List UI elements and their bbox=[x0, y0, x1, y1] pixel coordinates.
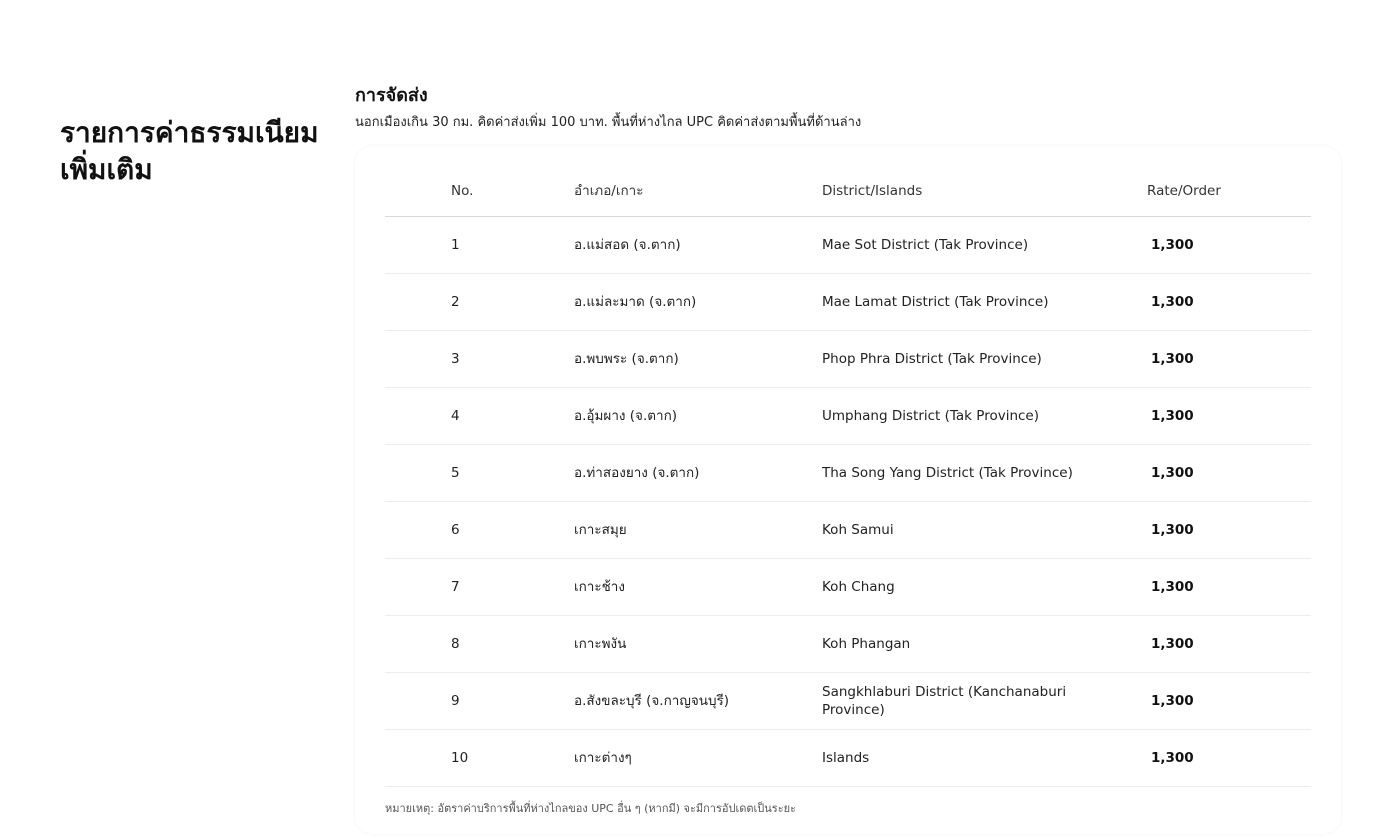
row-rate: 1,300 bbox=[1151, 408, 1194, 424]
row-thai-district: เกาะสมุย bbox=[574, 522, 627, 538]
row-rate: 1,300 bbox=[1151, 579, 1194, 595]
row-number: 7 bbox=[451, 579, 460, 595]
row-number: 10 bbox=[451, 750, 469, 766]
row-thai-district: อ.แม่สอด (จ.ตาก) bbox=[574, 237, 681, 253]
row-rate: 1,300 bbox=[1151, 237, 1194, 253]
table-row bbox=[385, 217, 1311, 274]
row-english-district: Koh Samui bbox=[822, 522, 894, 538]
row-number: 3 bbox=[451, 351, 460, 367]
row-number: 9 bbox=[451, 693, 460, 709]
row-english-district: Koh Chang bbox=[822, 579, 895, 595]
row-rate: 1,300 bbox=[1151, 636, 1194, 652]
table-header bbox=[385, 166, 1311, 217]
row-number: 8 bbox=[451, 636, 460, 652]
footnote: หมายเหตุ: อัตราค่าบริการพื้นที่ห่างไกลของ UPC อื่น ๆ (หากมี) จะมีการอัปเดตเป็นระยะ bbox=[385, 802, 796, 815]
row-english-district: Koh Phangan bbox=[822, 636, 911, 652]
row-english-district: Mae Sot District (Tak Province) bbox=[822, 237, 1029, 253]
table-row bbox=[385, 274, 1311, 331]
row-number: 6 bbox=[451, 522, 460, 538]
row-thai-district: อ.อุ้มผาง (จ.ตาก) bbox=[574, 408, 678, 424]
row-english-district: Sangkhlaburi District (Kanchanaburi Province) bbox=[822, 684, 1067, 718]
table-row bbox=[385, 616, 1311, 673]
table-row bbox=[385, 388, 1311, 445]
row-thai-district: อ.สังขละบุรี (จ.กาญจนบุรี) bbox=[574, 693, 730, 709]
row-number: 4 bbox=[451, 408, 460, 424]
fee-table bbox=[385, 166, 1311, 787]
row-rate: 1,300 bbox=[1151, 465, 1194, 481]
row-thai-district: อ.พบพระ (จ.ตาก) bbox=[574, 351, 679, 367]
header-no: No. bbox=[451, 183, 474, 199]
header-thai-district: อำเภอ/เกาะ bbox=[574, 183, 644, 199]
row-rate: 1,300 bbox=[1151, 522, 1194, 538]
row-thai-district: อ.ท่าสองยาง (จ.ตาก) bbox=[574, 465, 700, 481]
row-thai-district: เกาะพงัน bbox=[574, 636, 627, 652]
row-number: 5 bbox=[451, 465, 460, 481]
table-row bbox=[385, 559, 1311, 616]
table-body bbox=[385, 217, 1311, 787]
header-rate: Rate/Order bbox=[1147, 183, 1221, 199]
row-rate: 1,300 bbox=[1151, 693, 1194, 709]
row-english-district: Phop Phra District (Tak Province) bbox=[822, 351, 1042, 367]
table-row bbox=[385, 502, 1311, 559]
section-subtitle: นอกเมืองเกิน 30 กม. คิดค่าส่งเพิ่ม 100 บาท. พื้นที่ห่างไกล UPC คิดค่าส่งตามพื้นที่ด้านล่าง bbox=[355, 115, 862, 130]
row-english-district: Mae Lamat District (Tak Province) bbox=[822, 294, 1049, 310]
row-thai-district: อ.แม่ละมาด (จ.ตาก) bbox=[574, 294, 697, 310]
row-english-district: Islands bbox=[822, 750, 870, 766]
row-thai-district: เกาะต่างๆ bbox=[574, 750, 632, 766]
row-english-district: Tha Song Yang District (Tak Province) bbox=[822, 465, 1073, 481]
section-title: การจัดส่ง bbox=[355, 85, 428, 106]
fee-table-card bbox=[355, 146, 1341, 834]
row-english-district: Umphang District (Tak Province) bbox=[822, 408, 1039, 424]
header-english-district: District/Islands bbox=[822, 183, 923, 199]
row-number: 1 bbox=[451, 237, 460, 253]
table-row bbox=[385, 445, 1311, 502]
row-rate: 1,300 bbox=[1151, 351, 1194, 367]
row-number: 2 bbox=[451, 294, 460, 310]
row-rate: 1,300 bbox=[1151, 750, 1194, 766]
row-thai-district: เกาะช้าง bbox=[574, 579, 625, 595]
table-row bbox=[385, 331, 1311, 388]
row-rate: 1,300 bbox=[1151, 294, 1194, 310]
page-title: รายการค่าธรรมเนียมเพิ่มเติม bbox=[60, 116, 319, 186]
table-row bbox=[385, 730, 1311, 787]
table-row bbox=[385, 673, 1311, 730]
